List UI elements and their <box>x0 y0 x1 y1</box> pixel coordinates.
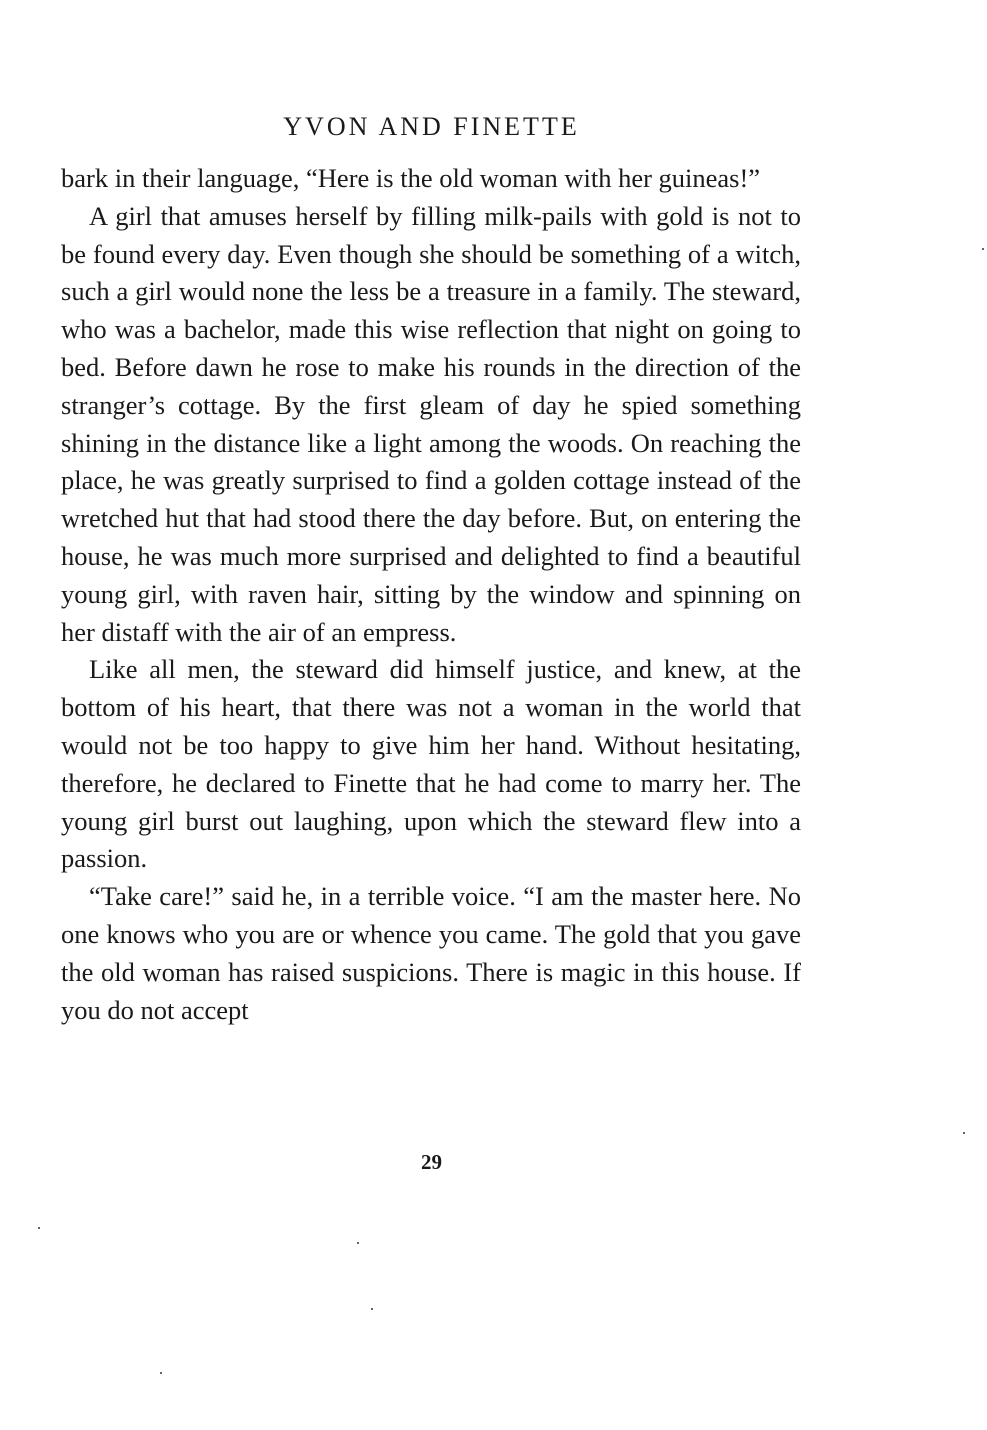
scan-speck <box>982 248 984 250</box>
page-number: 29 <box>421 1150 442 1174</box>
body-text <box>61 160 801 1029</box>
scan-speck <box>371 1308 373 1310</box>
scan-speck <box>160 1372 162 1374</box>
paragraph: A girl that amuses herself by filling milk-pails with gold is not to be found every day. Even though she should be something of a witch, such a girl would none the less be a treasure in a family. The steward, who was a bachelor, made this wise reflection that night on going to bed. Before dawn he rose to make his rounds in the direction of the stranger’s cottage. By the first gleam of day he spied something shining in the distance like a light among the woods. On reaching the place, he was greatly surprised to find a golden cottage instead of the wretched hut that had stood there the day before. But, on entering the house, he was much more surprised and delighted to find a beautiful young girl, with raven hair, sitting by the window and spinning on her distaff with the air of an empress. <box>61 200 801 647</box>
paragraph: “Take care!” said he, in a terrible voice. “I am the master here. No one knows who you are or whence you came. The gold that you gave the old woman has raised suspicions. There is magic in this house. If you do not accept <box>61 881 801 1025</box>
paragraph: Like all men, the steward did himself justice, and knew, at the bottom of his heart, that there was not a woman in the world that would not be too happy to give him her hand. Without hesitating, therefore, he declared to Finette that he had come to marry her. The young girl burst out laughing, upon which the steward flew into a passion. <box>61 654 801 874</box>
scan-speck <box>963 1132 965 1134</box>
paragraph-continuation: bark in their language, “Here is the old woman with her guineas!” <box>61 163 761 193</box>
scan-speck <box>38 1227 40 1229</box>
scan-speck <box>357 1242 359 1244</box>
running-title: YVON AND FINETTE <box>283 112 580 141</box>
